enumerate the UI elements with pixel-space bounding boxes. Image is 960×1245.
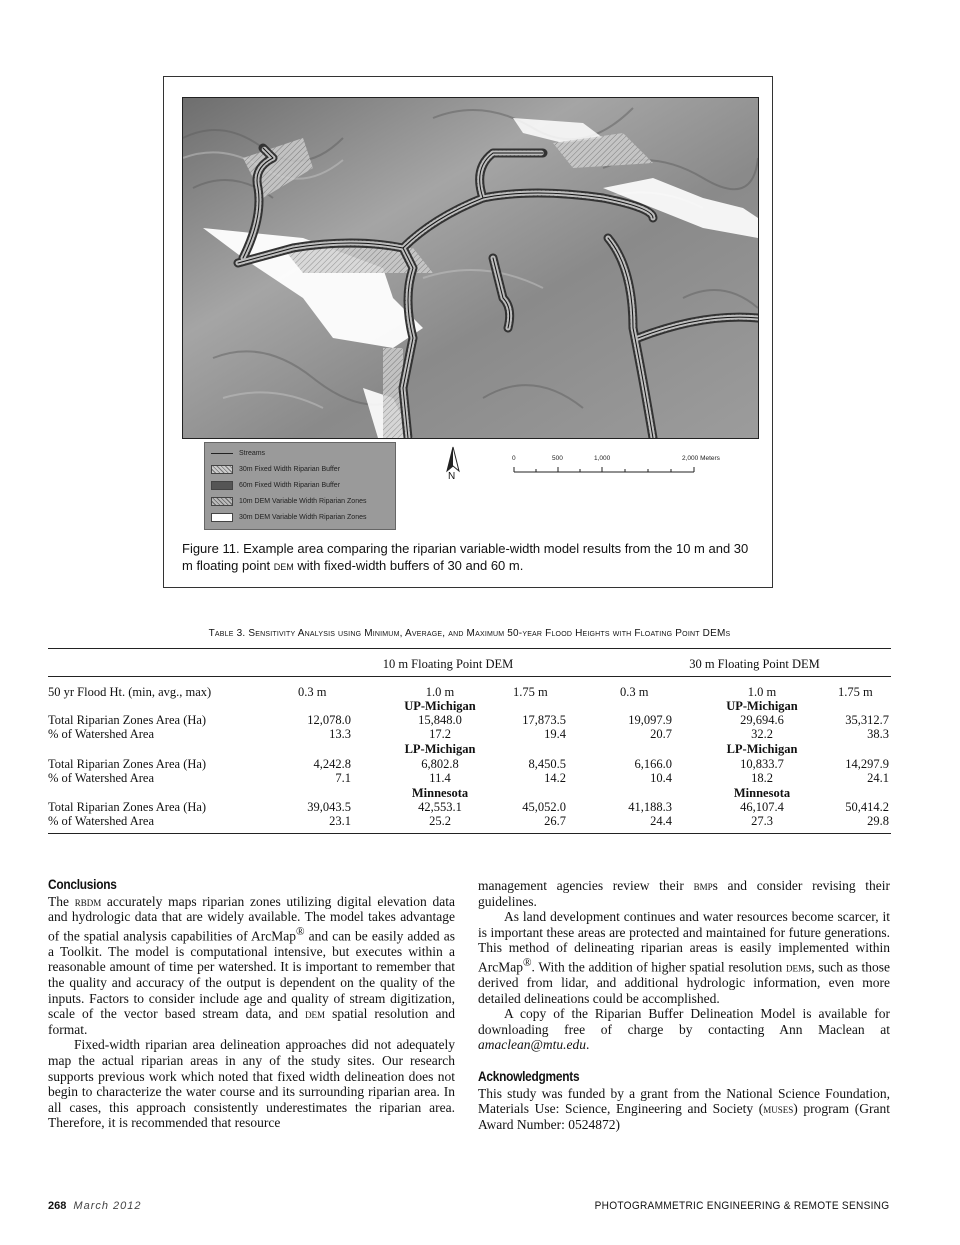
var-10m-swatch [211,497,233,506]
scale-label-500: 500 [552,455,563,462]
table-cell: 10,833.7 [740,757,784,771]
table-cell: 39,043.5 [307,800,351,814]
table-caption: Sensitivity Analysis using Minimum, Average, and Maximum 50-year Flood Heights with Floating Point DEMs [248,628,731,639]
figure-caption: Figure 11. Example area comparing the riparian variable-width model results from the 10 m and 30 m floating point dem with fixed-width buffers of 30 and 60 m. [182,541,749,573]
buffer-60m-swatch [211,481,233,490]
flood-ht-30m-min: 0.3 m [620,685,649,699]
table-cell: 27.3 [751,814,773,828]
table-cell: 23.1 [329,814,351,828]
table-cell: 4,242.8 [313,757,351,771]
left-column [48,877,455,1131]
flood-ht-30m-max: 1.75 m [838,685,873,699]
table-cell: 38.3 [867,727,889,741]
conclusions-paragraph-3: As land development continues and water resources become scarcer, it is important these areas are protected and maintained for future generations. This method of delineating riparian areas is easily implemented within ArcMap®. With the addition of higher spatial resolution dems, such as those derived from lidar, and additional hydrologic information, even more detailed delineations could be accomplished. [478,909,890,1006]
table-cell: 15,848.0 [418,713,462,727]
table-cell: 29.8 [867,814,889,828]
legend-buffer-30m: 30m Fixed Width Riparian Buffer [211,462,340,476]
table-cell: 42,553.1 [418,800,462,814]
journal-name: PHOTOGRAMMETRIC ENGINEERING & REMOTE SENSING [594,1200,889,1212]
table-cell: 41,188.3 [628,800,672,814]
table-cell: 32.2 [751,727,773,741]
acknowledgments-heading: Acknowledgments [478,1068,580,1085]
row-label: % of Watershed Area [48,814,155,828]
section-heading-30m: UP-Michigan [726,699,798,713]
issue-date: March 2012 [73,1200,142,1212]
table-cell: 17.2 [429,727,451,741]
map-legend [204,442,396,530]
flood-height-label: 50 yr Flood Ht. (min, avg., max) [48,685,212,699]
table-cell: 8,450.5 [528,757,566,771]
table-title [48,628,891,639]
table-top-rule [48,648,891,649]
table-cell: 14,297.9 [845,757,889,771]
table-cell: 17,873.5 [522,713,566,727]
contact-email[interactable]: amaclean@mtu.edu [478,1037,587,1053]
legend-buffer-60m: 60m Fixed Width Riparian Buffer [211,478,340,492]
right-column [478,878,890,1132]
conclusions-heading: Conclusions [48,876,117,892]
row-label: Total Riparian Zones Area (Ha) [48,757,207,771]
table-cell: 46,107.4 [740,800,784,814]
flood-ht-10m-max: 1.75 m [513,685,548,699]
table-label: Table 3. [208,628,246,639]
table-cell: 19.4 [544,727,566,741]
section-heading-10m: Minnesota [411,786,469,800]
row-label: Total Riparian Zones Area (Ha) [48,800,207,814]
table-cell: 50,414.2 [845,800,889,814]
buffer-30m-swatch [211,465,233,474]
scale-bar [512,455,737,485]
table-cell: 35,312.7 [845,713,889,727]
legend-streams: Streams [211,446,265,460]
table-cell: 26.7 [544,814,566,828]
north-label: N [448,471,456,482]
table-sub-rule [48,676,891,677]
table-bottom-rule [48,833,891,834]
scale-label-2000: 2,000 Meters [682,455,720,462]
section-heading-10m: LP-Michigan [404,742,476,756]
table-cell: 45,052.0 [522,800,566,814]
north-arrow-icon [444,445,462,485]
table-cell: 18.2 [751,771,773,785]
row-label: Total Riparian Zones Area (Ha) [48,713,207,727]
table-cell: 11.4 [429,771,451,785]
flood-ht-30m-avg: 1.0 m [747,685,777,699]
section-heading-30m: Minnesota [733,786,791,800]
scale-label-0: 0 [512,455,516,462]
var-30m-swatch [211,513,233,522]
table-cell: 7.1 [335,771,351,785]
group-header-10m: 10 m Floating Point DEM [382,657,514,671]
section-heading-30m: LP-Michigan [726,742,798,756]
table-cell: 6,166.0 [634,757,672,771]
table-cell: 10.4 [650,771,672,785]
conclusions-paragraph-4: A copy of the Riparian Buffer Delineation Model is available for downloading free of charge by contacting Ann Maclean at amaclean@mtu.edu. [478,1006,890,1053]
legend-var-30m: 30m DEM Variable Width Riparian Zones [211,510,366,524]
legend-var-10m: 10m DEM Variable Width Riparian Zones [211,494,366,508]
table-cell: 20.7 [650,727,672,741]
map-graphic [183,98,758,438]
page-footer-left [48,1200,142,1212]
table-cell: 24.1 [867,771,889,785]
conclusions-paragraph-1: The rbdm accurately maps riparian zones utilizing digital elevation data and hydrologic data that are widely available. The model takes advantage of the spatial analysis capabilities of ArcMap® and can be easily added as a Toolkit. The model is computational intensive, but executes within a reasonable amount of time per watershed. It is important to remember that the quality and accuracy of the output is dependent on the quality of the inputs. Factors to consider include age and quality of stream digitization, scale of the vector based stream data, and dem spatial resolution and format. [48,893,455,1037]
scale-label-1000: 1,000 [594,455,611,462]
table-cell: 25.2 [429,814,451,828]
table-cell: 6,802.8 [421,757,459,771]
group-header-30m: 30 m Floating Point DEM [689,657,820,671]
figure-11 [163,76,773,588]
table-cell: 19,097.9 [628,713,672,727]
streams-line-swatch [211,453,233,454]
table-cell: 13.3 [329,727,351,741]
acknowledgments-paragraph: This study was funded by a grant from the National Science Foundation, Materials Use: Science, Engineering and Society (muses) program (Grant Award Number: 0524872) [478,1085,890,1132]
conclusions-paragraph-2: Fixed-width riparian area delineation approaches did not adequately map the actual riparian areas in any of the study sites. Our research supports previous work which noted that fixed width delineation does not begin to characterize the water course and its surrounding riparian area. In all cases, this approach consistently underestimates the riparian area. Therefore, it is recommended that resource [48,1037,455,1131]
section-heading-10m: UP-Michigan [404,699,476,713]
row-label: % of Watershed Area [48,771,155,785]
conclusions-paragraph-2-continued: management agencies review their bmps and consider revising their guidelines. [478,878,890,909]
hillshade-map [182,97,759,439]
table-cell: 12,078.0 [307,713,351,727]
table-cell: 24.4 [650,814,672,828]
scale-bar-graphic [512,464,737,484]
sensitivity-table [48,648,891,834]
table-cell: 29,694.6 [740,713,784,727]
table-cell: 14.2 [544,771,566,785]
flood-ht-10m-min: 0.3 m [298,685,327,699]
row-label: % of Watershed Area [48,727,155,741]
page-number: 268 [48,1200,67,1212]
flood-ht-10m-avg: 1.0 m [425,685,455,699]
